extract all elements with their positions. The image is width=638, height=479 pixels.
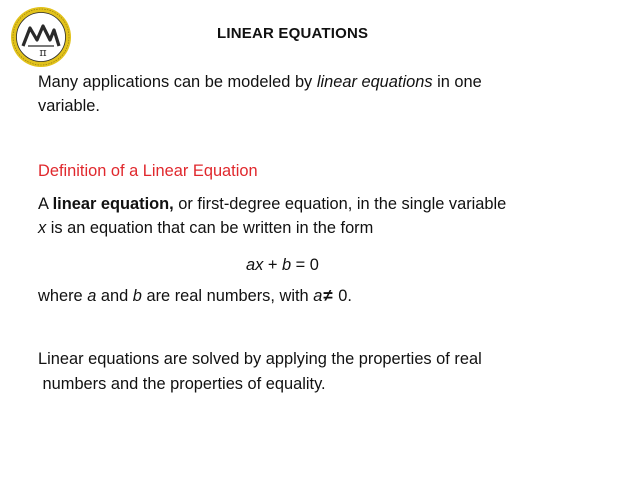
seal-pi-glyph: π bbox=[39, 46, 47, 59]
intro-line-1 bbox=[38, 70, 482, 94]
definition-heading: Definition of a Linear Equation bbox=[38, 162, 258, 180]
university-seal-icon bbox=[10, 6, 72, 68]
intro-emphasis: linear equations bbox=[316, 73, 433, 91]
equation-rhs: = 0 bbox=[291, 256, 319, 274]
where-text-3: are real numbers, with bbox=[141, 287, 314, 305]
intro-text: Many applications can be modeled by bbox=[38, 73, 317, 91]
definition-term: linear equation, bbox=[52, 195, 174, 213]
where-var-a2: a bbox=[313, 287, 323, 305]
definition-text-a: A bbox=[38, 195, 53, 213]
intro-line-2: variable. bbox=[38, 97, 100, 115]
not-equal-symbol: ≠ bbox=[323, 286, 333, 305]
linear-equation bbox=[246, 253, 319, 277]
where-var-b: b bbox=[132, 287, 142, 305]
definition-text-rest: is an equation that can be written in the form bbox=[46, 219, 374, 237]
equation-b: b bbox=[282, 256, 292, 274]
definition-variable: x bbox=[38, 219, 47, 237]
definition-line-1 bbox=[38, 192, 506, 216]
equation-ax: ax bbox=[246, 256, 264, 274]
closing-line-2: numbers and the properties of equality. bbox=[38, 375, 326, 393]
intro-text-end: in one bbox=[432, 73, 482, 91]
slide-title: LINEAR EQUATIONS bbox=[217, 25, 369, 42]
where-text-2: and bbox=[96, 287, 133, 305]
definition-text-b: or first-degree equation, in the single variable bbox=[173, 195, 507, 213]
closing-line-1: Linear equations are solved by applying the properties of real bbox=[38, 350, 482, 368]
where-var-a: a bbox=[87, 287, 97, 305]
where-line bbox=[38, 284, 352, 308]
equation-plus: + bbox=[263, 256, 282, 274]
where-text-4: 0. bbox=[333, 287, 352, 305]
where-text-1: where bbox=[38, 287, 88, 305]
definition-line-2 bbox=[38, 216, 373, 240]
